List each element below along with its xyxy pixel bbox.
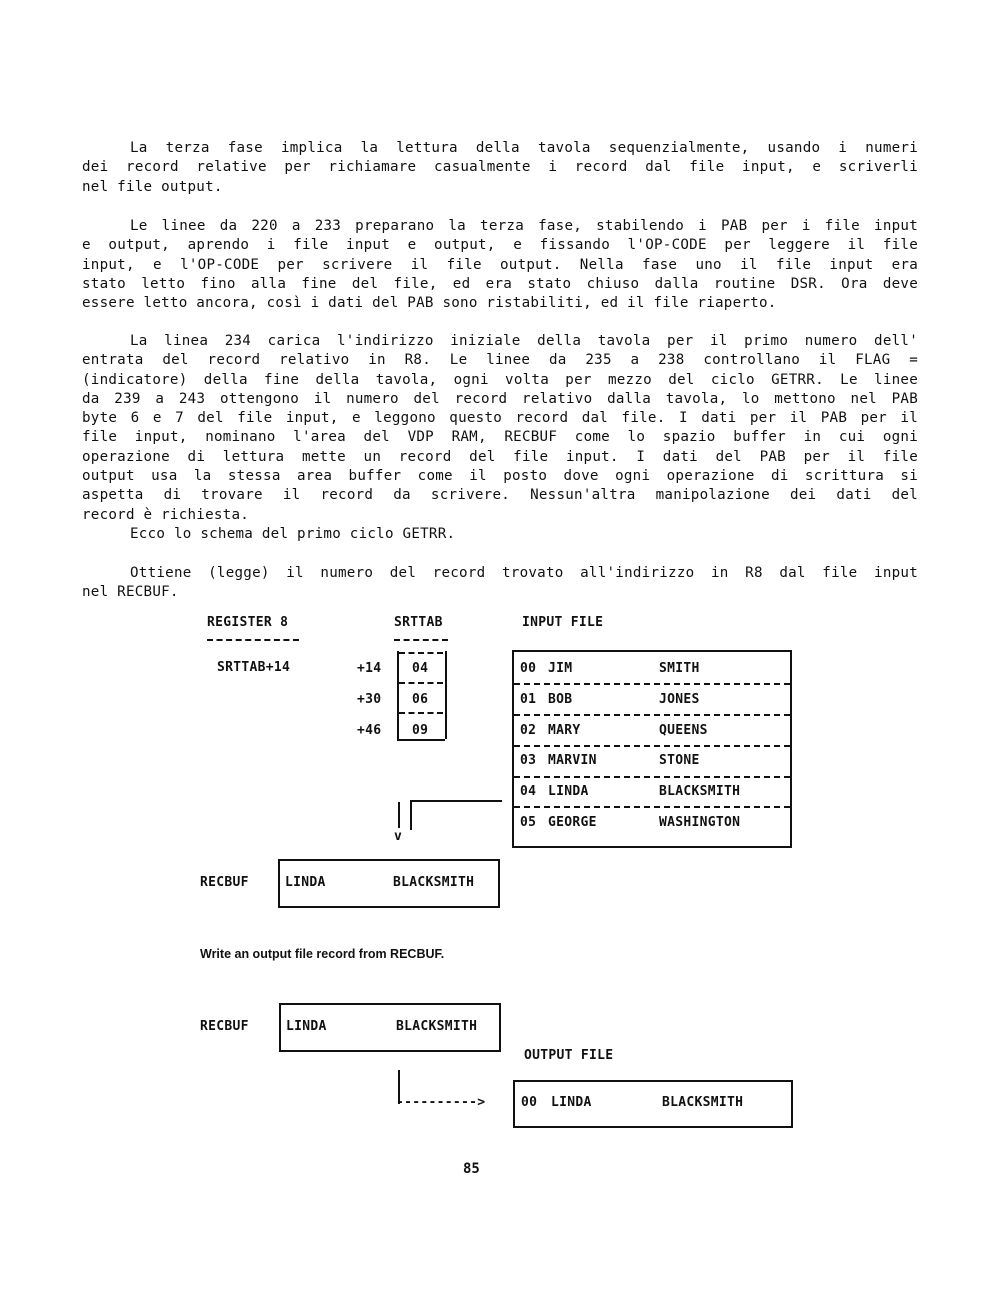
srttab-header: SRTTAB — [394, 615, 443, 630]
output-record-first: LINDA — [551, 1095, 592, 1110]
register-header-underline — [207, 639, 299, 641]
paragraph-line: Ottiene (legge) il numero del record trovato all'indirizzo in R8 dal file input — [130, 565, 918, 581]
output-file-header: OUTPUT FILE — [524, 1048, 614, 1063]
connector-line — [410, 800, 502, 802]
recbuf-last: BLACKSMITH — [393, 875, 475, 890]
paragraph-line: (indicatore) della fine della tavola, ogni volta per mezzo del ciclo GETRR. Le linee — [82, 371, 918, 388]
input-record-num: 03 — [520, 753, 537, 768]
srttab-offset: +46 — [357, 723, 382, 738]
paragraph-line: essere letto ancora, così i dati del PAB sono ristabiliti, ed il file riaperto. — [82, 295, 777, 312]
output-file-bottom — [513, 1126, 793, 1128]
paragraph-1 — [82, 139, 918, 197]
srttab-bottom — [397, 739, 445, 741]
recbuf-last: BLACKSMITH — [396, 1019, 478, 1034]
input-file-header: INPUT FILE — [522, 615, 604, 630]
srttab-value: 06 — [412, 692, 429, 707]
input-record-first: JIM — [548, 661, 573, 676]
register-header: REGISTER 8 — [207, 615, 289, 630]
input-record-first: MARY — [548, 723, 581, 738]
input-record-last: QUEENS — [659, 723, 708, 738]
srttab-divider — [399, 652, 443, 654]
paragraph-line: nel file output. — [82, 178, 223, 195]
input-record-first: LINDA — [548, 784, 589, 799]
page-number: 85 — [463, 1161, 480, 1177]
recbuf-label: RECBUF — [200, 1019, 249, 1034]
paragraph-line: aspetta di trovare il record da scrivere. Nessun'altra manipolazione dei dati del — [82, 487, 918, 504]
input-record-last: SMITH — [659, 661, 700, 676]
right-arrow-icon: ----------> — [396, 1095, 486, 1110]
register-value: SRTTAB+14 — [217, 660, 291, 675]
input-record-last: BLACKSMITH — [659, 784, 741, 799]
input-record-first: GEORGE — [548, 815, 597, 830]
paragraph-line: e output, aprendo i file input e output, e fissando l'OP-CODE per leggere il file — [82, 237, 918, 254]
paragraph-line: entrata del record relativo in R8. Le linee da 235 a 238 controllano il FLAG = — [82, 352, 918, 369]
input-record-num: 02 — [520, 723, 537, 738]
input-file-divider — [514, 745, 790, 747]
recbuf-first: LINDA — [286, 1019, 327, 1034]
input-file-top — [512, 650, 792, 652]
output-file-top — [513, 1080, 793, 1082]
paragraph-line: record è richiesta. — [82, 506, 250, 523]
recbuf-bottom — [279, 1050, 501, 1052]
input-record-num: 01 — [520, 692, 537, 707]
paragraph-line: da 239 a 243 ottengono il numero del record relativo dalla tavola, lo mettono nel PAB — [82, 390, 918, 407]
paragraph-line: La linea 234 carica l'indirizzo iniziale della tavola per il primo numero dell' — [130, 333, 918, 349]
output-record-last: BLACKSMITH — [662, 1095, 744, 1110]
recbuf-bottom — [278, 906, 500, 908]
paragraph-3 — [82, 332, 918, 525]
srttab-offset: +30 — [357, 692, 382, 707]
input-record-num: 05 — [520, 815, 537, 830]
recbuf-top — [279, 1003, 501, 1005]
input-record-last: STONE — [659, 753, 700, 768]
input-record-first: BOB — [548, 692, 573, 707]
paragraph-line: Ecco lo schema del primo ciclo GETRR. — [130, 526, 456, 542]
input-file-divider — [514, 714, 790, 716]
paragraph-line: dei record relative per richiamare casualmente i record dal file input, e scriverli — [82, 159, 918, 176]
connector-line — [410, 800, 412, 830]
paragraph-line: La terza fase implica la lettura della tavola sequenzialmente, usando i numeri — [130, 140, 918, 156]
paragraph-line: output usa la stessa area buffer come il posto dove ogni operazione di scrittura si — [82, 468, 918, 485]
paragraph-line: nel RECBUF. — [82, 584, 179, 601]
input-record-num: 04 — [520, 784, 537, 799]
paragraph-line: Le linee da 220 a 233 preparano la terza fase, stabilendo i PAB per i file input — [130, 218, 918, 234]
paragraph-line: file input, nominano l'area del VDP RAM, RECBUF come lo spazio buffer in cui ogni — [82, 429, 918, 446]
caption: Write an output file record from RECBUF. — [200, 947, 445, 961]
paragraph-line: input, e l'OP-CODE per scrivere il file output. Nella fase uno il file input era — [82, 256, 918, 273]
paragraph-5 — [82, 564, 918, 603]
paragraph-2 — [82, 217, 918, 313]
recbuf-first: LINDA — [285, 875, 326, 890]
srttab-header-underline — [394, 639, 448, 641]
input-file-divider — [514, 683, 790, 685]
srttab-divider — [399, 712, 443, 714]
input-file-divider — [514, 806, 790, 808]
paragraph-line: stato letto fino alla fine del file, ed era stato chiuso dalla routine DSR. Ora deve — [82, 275, 918, 292]
paragraph-line: byte 6 e 7 del file input, e leggono questo record dal file. I dati per il PAB per il — [82, 410, 918, 427]
connector-line — [398, 802, 400, 828]
output-record-num: 00 — [521, 1095, 538, 1110]
paragraph-line: operazione di lettura mette un record del file input. I dati del PAB per il file — [82, 448, 918, 465]
down-arrow-icon: v — [394, 829, 403, 844]
srttab-value: 04 — [412, 661, 429, 676]
srttab-value: 09 — [412, 723, 429, 738]
input-record-num: 00 — [520, 661, 537, 676]
input-file-divider — [514, 776, 790, 778]
paragraph-4 — [82, 525, 918, 544]
srttab-divider — [399, 682, 443, 684]
input-record-first: MARVIN — [548, 753, 597, 768]
input-record-last: WASHINGTON — [659, 815, 741, 830]
input-file-bottom — [512, 846, 792, 848]
input-record-last: JONES — [659, 692, 700, 707]
recbuf-label: RECBUF — [200, 875, 249, 890]
recbuf-top — [278, 859, 500, 861]
srttab-offset: +14 — [357, 661, 382, 676]
